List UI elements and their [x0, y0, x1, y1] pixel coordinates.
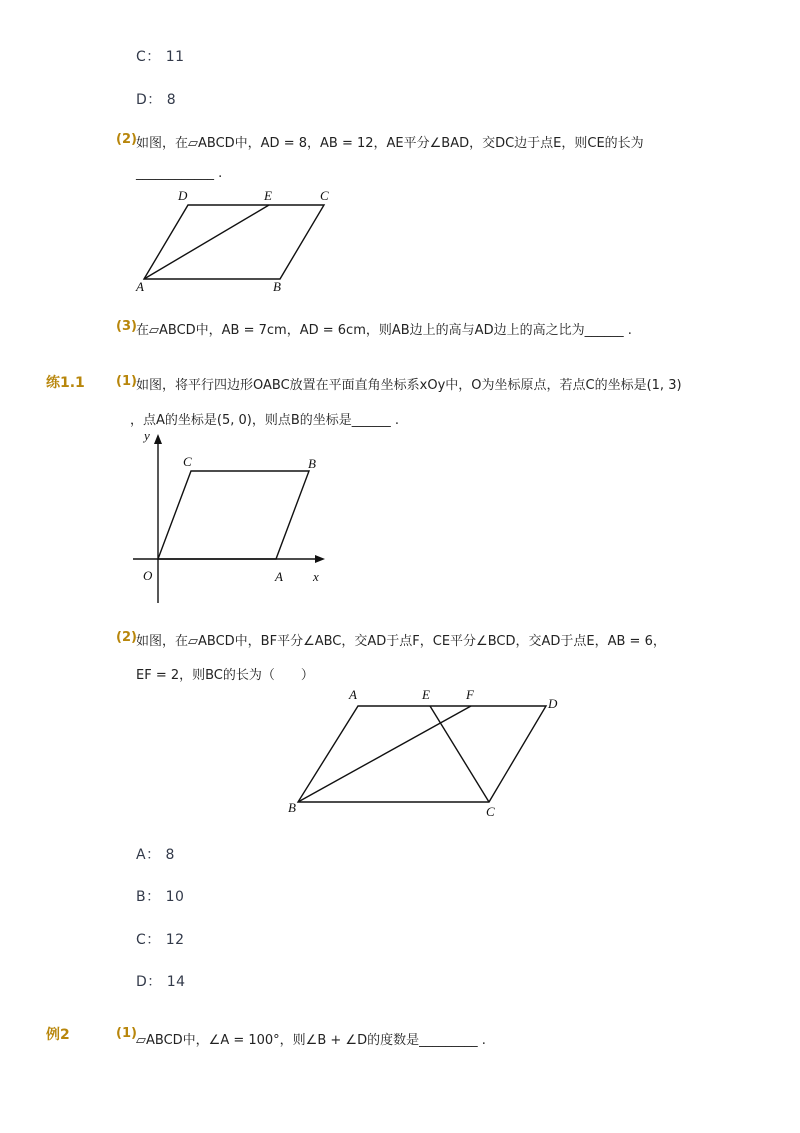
choice-letter: D： — [136, 92, 162, 108]
axis-label: x — [313, 569, 319, 584]
vertex-label: E — [264, 188, 272, 203]
choice-c — [136, 46, 185, 66]
question-number: (1) — [116, 1026, 137, 1041]
vertex-label: A — [136, 279, 144, 294]
coordinate-parallelogram-figure — [125, 428, 340, 608]
parallelogram-figure-2 — [285, 685, 565, 820]
choice-value: 8 — [165, 847, 175, 863]
choice-d — [136, 89, 176, 109]
question-text: 在▱ABCD中，AB = 7cm，AD = 6cm，则AB边上的高与AD边上的高之比为______ . — [136, 323, 632, 338]
vertex-label: D — [178, 188, 188, 203]
choice-letter: B： — [136, 889, 161, 905]
choice-letter: C： — [136, 932, 161, 948]
choice-letter: D： — [136, 974, 162, 990]
choice-value: 14 — [166, 974, 186, 990]
vertex-label: F — [466, 687, 474, 702]
vertex-label: A — [349, 687, 357, 702]
practice-label: 练1.1 — [46, 375, 85, 391]
choice-letter: A： — [136, 847, 161, 863]
choice-value: 12 — [165, 932, 185, 948]
vertex-label: B — [288, 800, 296, 815]
vertex-label: B — [308, 456, 316, 471]
vertex-label: A — [275, 569, 283, 584]
vertex-label: C — [486, 804, 495, 819]
question-number: (3) — [116, 319, 137, 334]
question-text: 如图，在▱ABCD中，BF平分∠ABC，交AD于点F，CE平分∠BCD，交AD于点E，AB = 6， — [136, 634, 666, 649]
question-text: 如图，在▱ABCD中，AD = 8，AB = 12，AE平分∠BAD，交DC边于点E，则CE的长为 — [136, 136, 644, 151]
vertex-label: E — [422, 687, 430, 702]
parallelogram-figure-1 — [130, 185, 340, 295]
choice-a — [136, 844, 175, 864]
choice-b — [136, 886, 184, 906]
question-text: ▱ABCD中，∠A = 100°，则∠B + ∠D的度数是_________ . — [136, 1033, 486, 1048]
vertex-label: C — [320, 188, 329, 203]
vertex-label: O — [143, 568, 153, 583]
question-text-cont: EF = 2，则BC的长为（ ） — [136, 668, 314, 683]
choice-c — [136, 929, 185, 949]
question-number: (2) — [116, 132, 137, 147]
question-number: (1) — [116, 374, 137, 389]
choice-letter: C： — [136, 49, 161, 65]
choice-d — [136, 971, 186, 991]
vertex-label: B — [273, 279, 281, 294]
choice-value: 10 — [165, 889, 185, 905]
choice-value: 11 — [165, 49, 185, 65]
axis-label: y — [144, 428, 150, 443]
answer-blank: ____________ . — [136, 166, 223, 181]
question-number: (2) — [116, 630, 137, 645]
vertex-label: D — [548, 696, 558, 711]
example-label: 例2 — [46, 1027, 70, 1043]
choice-value: 8 — [166, 92, 177, 108]
question-text: 如图，将平行四边形OABC放置在平面直角坐标系xOy中，O为坐标原点，若点C的坐标是(1, 3) — [136, 378, 682, 393]
question-text-cont: ，点A的坐标是(5, 0)，则点B的坐标是______ . — [130, 413, 400, 428]
vertex-label: C — [183, 454, 192, 469]
